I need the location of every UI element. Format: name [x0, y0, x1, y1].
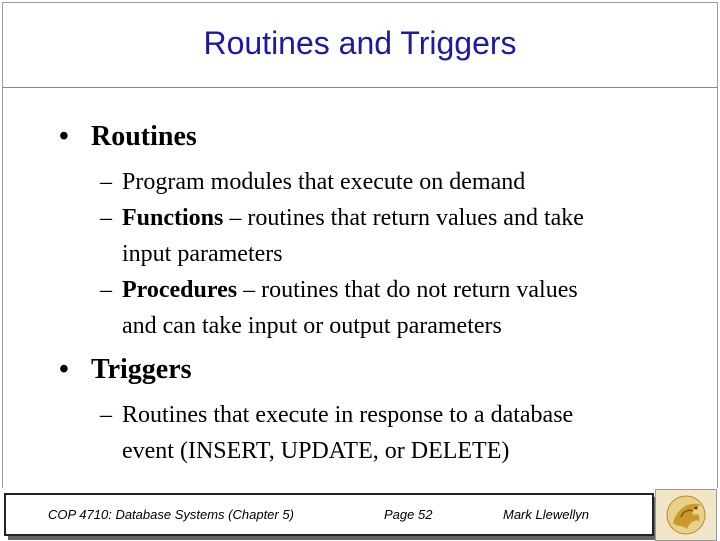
bullet-routines — [59, 121, 197, 153]
footer-bar — [4, 493, 654, 536]
title-area — [2, 2, 718, 89]
footer-course: COP 4710: Database Systems (Chapter 5) — [48, 507, 294, 522]
footer-author: Mark Llewellyn — [503, 507, 589, 522]
bullet-icon: • — [59, 354, 69, 385]
footer-page-number: Page 52 — [384, 507, 433, 522]
bullet-label: Triggers — [91, 354, 192, 385]
sub-item — [100, 200, 680, 272]
sub-item-text: – routines that do not return values — [243, 277, 578, 303]
footer — [0, 489, 720, 540]
sub-item — [100, 272, 680, 344]
sub-item — [100, 397, 680, 469]
sub-item-term: Procedures — [122, 277, 238, 303]
bullet-label: Routines — [91, 121, 197, 152]
content-area — [2, 88, 718, 488]
dash-icon: – — [100, 169, 112, 195]
bullet-icon: • — [59, 121, 69, 152]
slide-title: Routines and Triggers — [203, 25, 517, 61]
bullet-triggers — [59, 354, 192, 386]
sub-item-text: and can take input or output parameters — [122, 313, 502, 339]
dash-icon: – — [100, 402, 112, 428]
sub-item-term: Functions — [122, 205, 224, 231]
ucf-pegasus-logo-icon — [655, 489, 717, 541]
dash-icon: – — [100, 277, 112, 303]
sub-item-text: Routines that execute in response to a database — [122, 402, 574, 428]
sub-item — [100, 164, 680, 200]
sub-item-text: event (INSERT, UPDATE, or DELETE) — [122, 438, 510, 464]
sub-item-text: – routines that return values and take — [229, 205, 584, 231]
sub-item-text: input parameters — [122, 241, 283, 267]
dash-icon: – — [100, 205, 112, 231]
sub-item-text: Program modules that execute on demand — [122, 169, 526, 195]
